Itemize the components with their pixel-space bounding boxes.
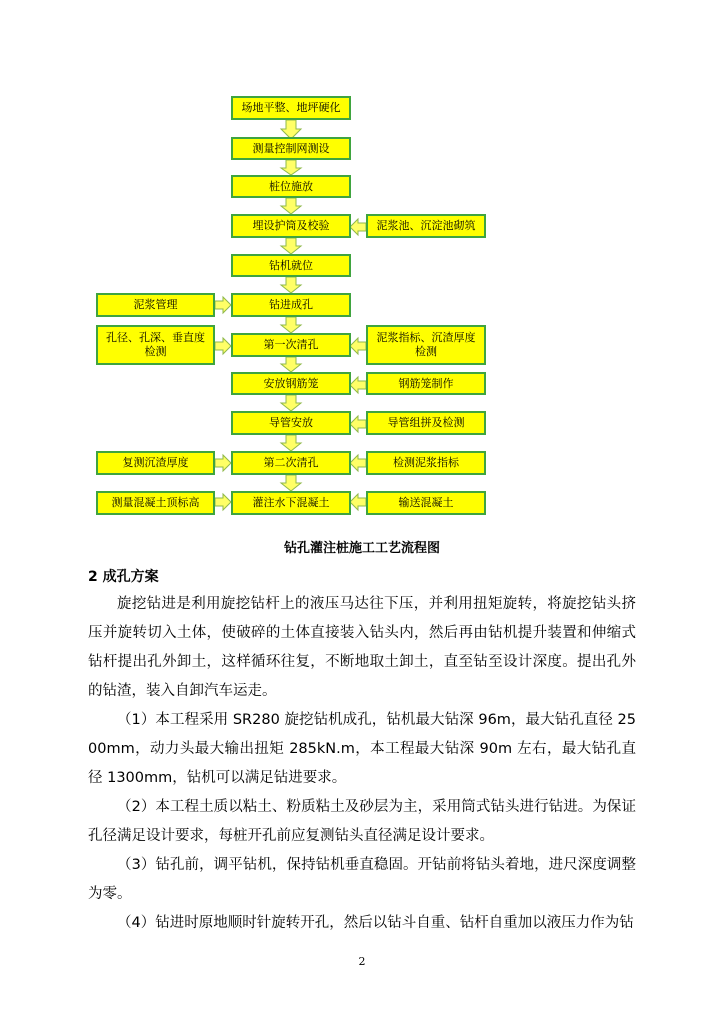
arrow-left (350, 416, 366, 432)
arrow-left (350, 455, 366, 471)
section-heading: 2 成孔方案 (88, 569, 159, 585)
paragraph-intro: 旋挖钻进是利用旋挖钻杆上的液压马达往下压，并利用扭矩旋转，将旋挖钻头挤压并旋转切入土体，使破碎的土体直接装入钻头内，然后再由钻机提升装置和伸缩式钻杆提出孔外卸土，这样循环往复，不断地取土卸土，直至钻至设计深度。提出孔外的钻渣，装入自卸汽车运走。 (88, 596, 636, 699)
arrow-down (281, 475, 301, 491)
arrow-left (350, 494, 366, 510)
step-cage-placement: 安放钢筋笼 (231, 372, 351, 395)
step-casing-install: 埋设护筒及校验 (231, 214, 351, 238)
right-tremie-assembly: 导管组拼及检测 (366, 411, 486, 435)
step-first-cleaning: 第一次清孔 (231, 333, 351, 357)
paragraph-item-2: （2）本工程土质以粘土、粉质粘土及砂层为主，采用筒式钻头进行钻进。为保证孔径满足设计要求，每桩开孔前应复测钻头直径满足设计要求。 (88, 799, 636, 844)
step-concrete-pouring: 灌注水下混凝土 (231, 491, 351, 515)
right-concrete-delivery: 输送混凝土 (366, 491, 486, 515)
arrow-left (350, 338, 366, 354)
arrow-down (281, 435, 301, 451)
arrow-right (215, 494, 231, 510)
left-mud-management: 泥浆管理 (96, 293, 215, 317)
paragraph-item-1: （1）本工程采用 SR280 旋挖钻机成孔，钻机最大钻深 96m，最大钻孔直径 2500mm，动力头最大输出扭矩 285kN.m，本工程最大钻深 90m 左右，最大钻孔直径 1300mm，钻机可以满足钻进要求。 (88, 712, 636, 786)
arrow-left (350, 377, 366, 393)
step-tremie-placement: 导管安放 (231, 411, 351, 435)
left-concrete-top-survey: 测量混凝土顶标高 (96, 491, 215, 515)
arrow-down (281, 277, 301, 293)
arrow-down (281, 357, 301, 372)
arrow-right (215, 297, 231, 313)
arrow-down (281, 160, 301, 175)
right-mud-pit-construction: 泥浆池、沉淀池砌筑 (366, 214, 486, 238)
step-second-cleaning: 第二次清孔 (231, 451, 351, 475)
step-site-leveling: 场地平整、地坪硬化 (231, 96, 351, 120)
arrow-right (215, 338, 231, 354)
page-number: 2 (358, 955, 366, 968)
arrow-down (281, 198, 301, 214)
arrow-right (215, 455, 231, 471)
arrow-down (281, 238, 301, 254)
step-pile-layout: 桩位施放 (231, 175, 351, 198)
figure-caption: 钻孔灌注桩施工工艺流程图 (283, 541, 440, 556)
right-mud-index-test: 检测泥浆指标 (366, 451, 486, 475)
right-cage-fabrication: 钢筋笼制作 (366, 372, 486, 395)
arrow-down (281, 395, 301, 411)
arrow-left (350, 219, 366, 235)
step-drilling: 钻进成孔 (231, 293, 351, 317)
paragraph-item-4: （4）钻进时原地顺时针旋转开孔，然后以钻斗自重、钻杆自重加以液压力作为钻 (117, 915, 634, 931)
left-sediment-recheck: 复测沉渣厚度 (96, 451, 215, 475)
right-mud-sediment-test: 泥浆指标、沉渣厚度检测 (366, 325, 486, 365)
step-survey-control: 测量控制网测设 (231, 137, 351, 160)
step-rig-position: 钻机就位 (231, 254, 351, 277)
paragraph-item-3: （3）钻孔前，调平钻机，保持钻机垂直稳固。开钻前将钻头着地，进尺深度调整为零。 (88, 857, 636, 902)
left-hole-inspection: 孔径、孔深、垂直度检测 (96, 325, 215, 365)
arrow-down (281, 317, 301, 333)
